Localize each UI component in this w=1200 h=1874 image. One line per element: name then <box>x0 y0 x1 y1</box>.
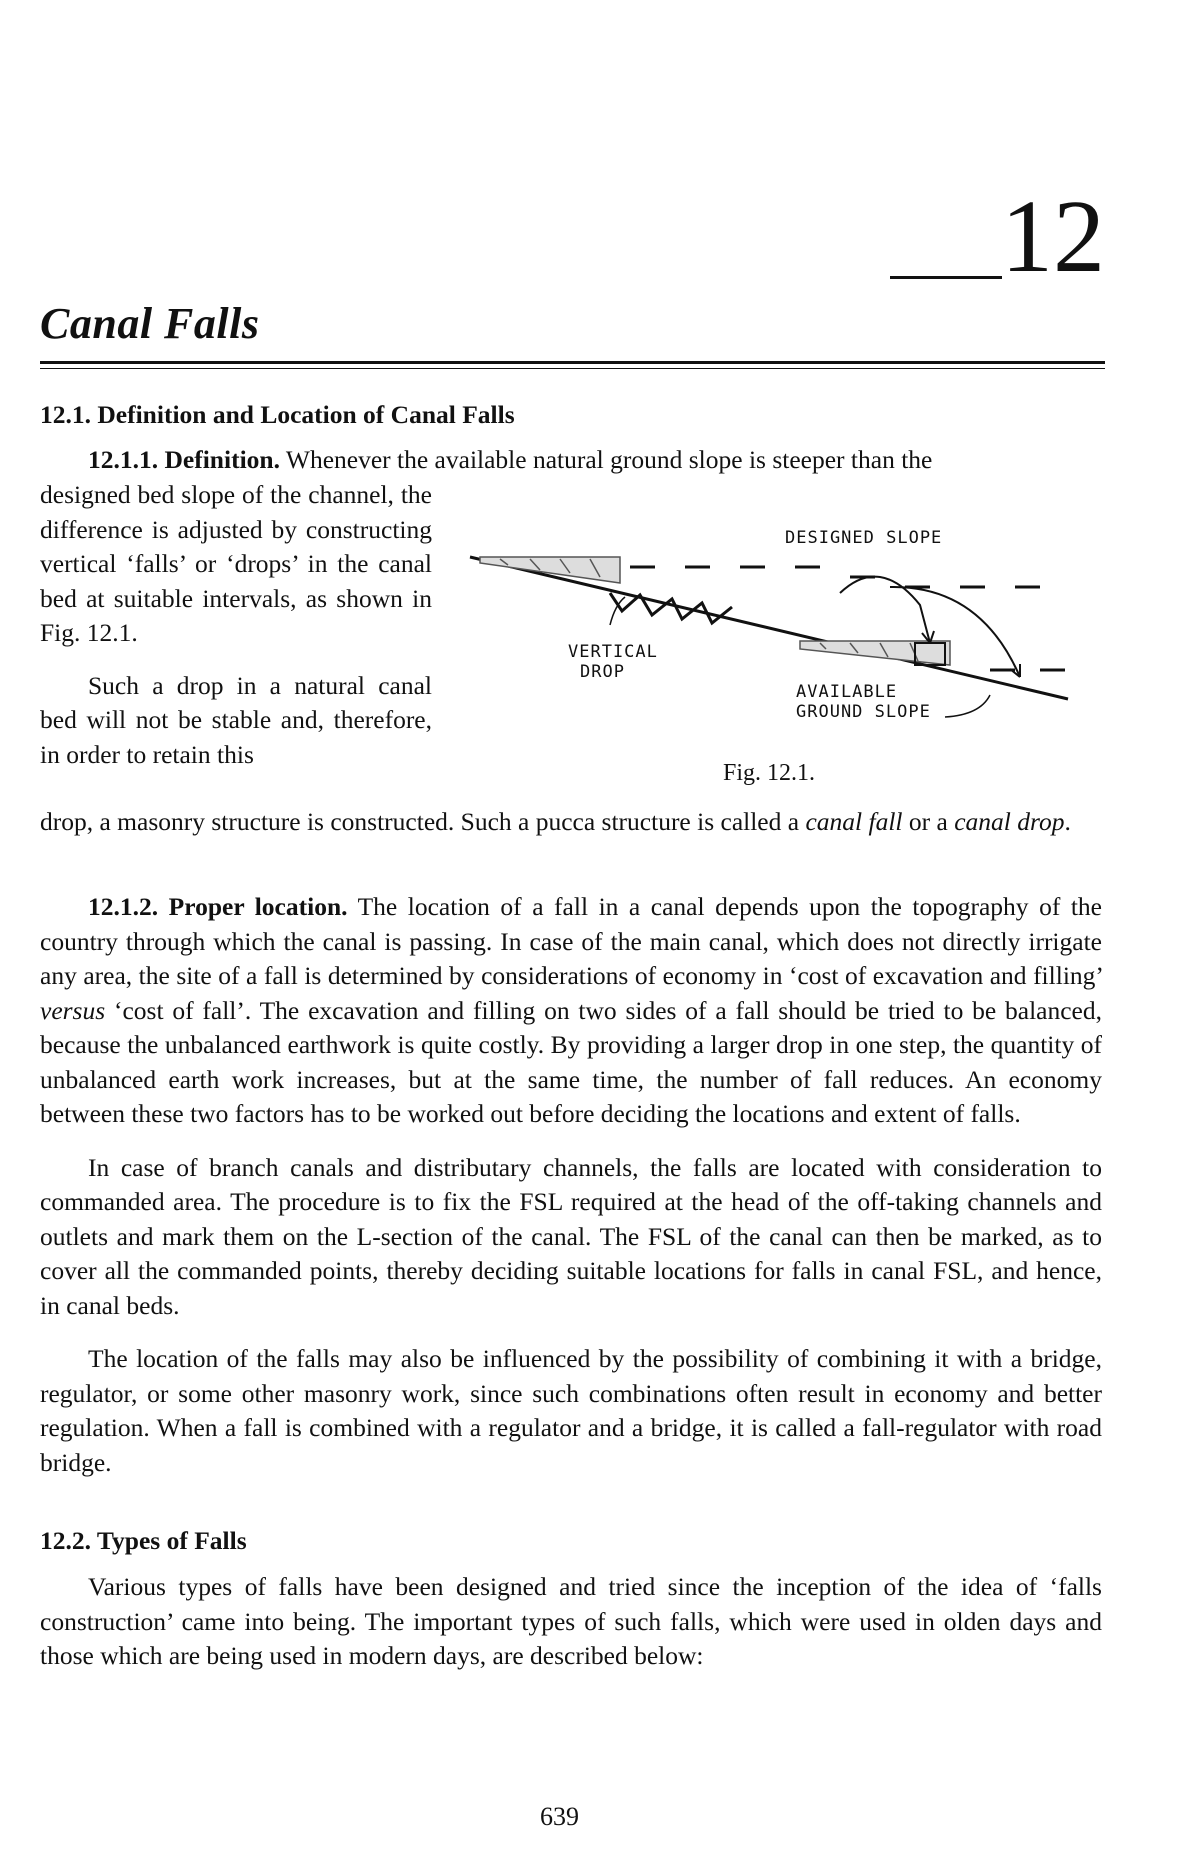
chapter-number-rule <box>890 276 1002 279</box>
proper-location-text-a: The location of a fall in a canal depends upon the topography of the country through which the canal is passing. In case of the main canal, which does not directly irrigate any area, the site of a fall is determined by considerations of economy in ‘cost of excavation and filling’ <box>40 892 1102 990</box>
canal-fall-diagram <box>460 515 1100 765</box>
types-of-falls-block <box>40 1570 1102 1674</box>
continuation-end: . <box>1064 807 1071 836</box>
definition-first-line-text: Whenever the available natural ground slope is steeper than the <box>285 445 933 474</box>
definition-label: 12.1.1. Definition. <box>88 445 280 474</box>
proper-location-label: 12.1.2. Proper location. <box>88 892 348 921</box>
definition-continuation <box>40 805 1102 840</box>
label-drop: DROP <box>580 662 625 682</box>
hatched-fill-right <box>800 641 950 665</box>
section-heading-12-2: 12.2. Types of Falls <box>40 1526 247 1555</box>
types-of-falls-paragraph: Various types of falls have been designed and tried since the inception of the idea of ‘falls construction’ came into being. The important types of such falls, which were used in olden days and those which are being used in modern days, are described below: <box>40 1572 1102 1670</box>
term-canal-fall: canal fall <box>805 807 903 836</box>
definition-second-paragraph: Such a drop in a natural canal bed will not be stable and, therefore, in order to retain this <box>40 670 432 769</box>
definition-wrap-column <box>40 478 432 772</box>
figure-caption: Fig. 12.1. <box>723 760 816 786</box>
proper-location-paragraph-3: The location of the falls may also be influenced by the possibility of combining it with a bridge, regulator, or some other masonry work, since such combinations often result in economy and better regulation. When a fall is combined with a regulator and a bridge, it is called a fall-regulator with road bridge. <box>40 1344 1102 1477</box>
title-rule-thin <box>40 368 1105 369</box>
definition-first-line <box>40 443 1102 478</box>
versus-italic: versus <box>40 995 106 1025</box>
chapter-title: Canal Falls <box>40 299 260 348</box>
page-number: 639 <box>540 1802 579 1831</box>
proper-location-block <box>40 890 1102 1480</box>
proper-location-paragraph-2: In case of branch canals and distributary channels, the falls are located with consideration to commanded area. The procedure is to fix the FSL required at the head of the off-taking channels and outlets and mark them on the L-section of the canal. The FSL of the canal can then be marked, as to cover all the commanded points, thereby deciding suitable locations for falls in canal FSL, and hence, in canal beds. <box>40 1152 1102 1320</box>
available-slope-leader <box>945 695 990 717</box>
proper-location-paragraph-1 <box>40 890 1102 1132</box>
label-ground-slope: GROUND SLOPE <box>796 702 931 722</box>
chapter-number: 12 <box>1001 179 1105 294</box>
ground-slope-line <box>470 557 1068 699</box>
title-rule-thick <box>40 361 1105 364</box>
proper-location-text-b: ‘cost of fall’. The excavation and filling on two sides of a fall should be tried to be balanced, because the unbalanced earthwork is quite costly. By providing a larger drop in one step, the quantity of unbalanced earth work increases, but at the same time, the number of fall reduces. An economy between these two factors has to be worked out before deciding the locations and extent of falls. <box>40 995 1102 1128</box>
vertical-drop-steps <box>610 593 732 623</box>
designed-slope-arrow-2 <box>890 587 1020 677</box>
section-heading-12-1: 12.1. Definition and Location of Canal Falls <box>40 400 515 429</box>
continuation-text: drop, a masonry structure is constructed. Such a pucca structure is called a <box>40 807 806 836</box>
figure-12-1 <box>460 515 1100 765</box>
label-designed-slope: DESIGNED SLOPE <box>785 528 943 548</box>
label-available: AVAILABLE <box>796 682 898 702</box>
definition-wrap-text: designed bed slope of the channel, the difference is adjusted by constructing vertical ‘falls’ or ‘drops’ in the canal bed at suitable intervals, as shown in Fig. 12.1. <box>40 480 432 647</box>
term-canal-drop: canal drop <box>954 807 1065 836</box>
continuation-or: or a <box>902 807 955 836</box>
label-vertical: VERTICAL <box>568 642 658 662</box>
hatched-fill-left <box>480 557 620 583</box>
